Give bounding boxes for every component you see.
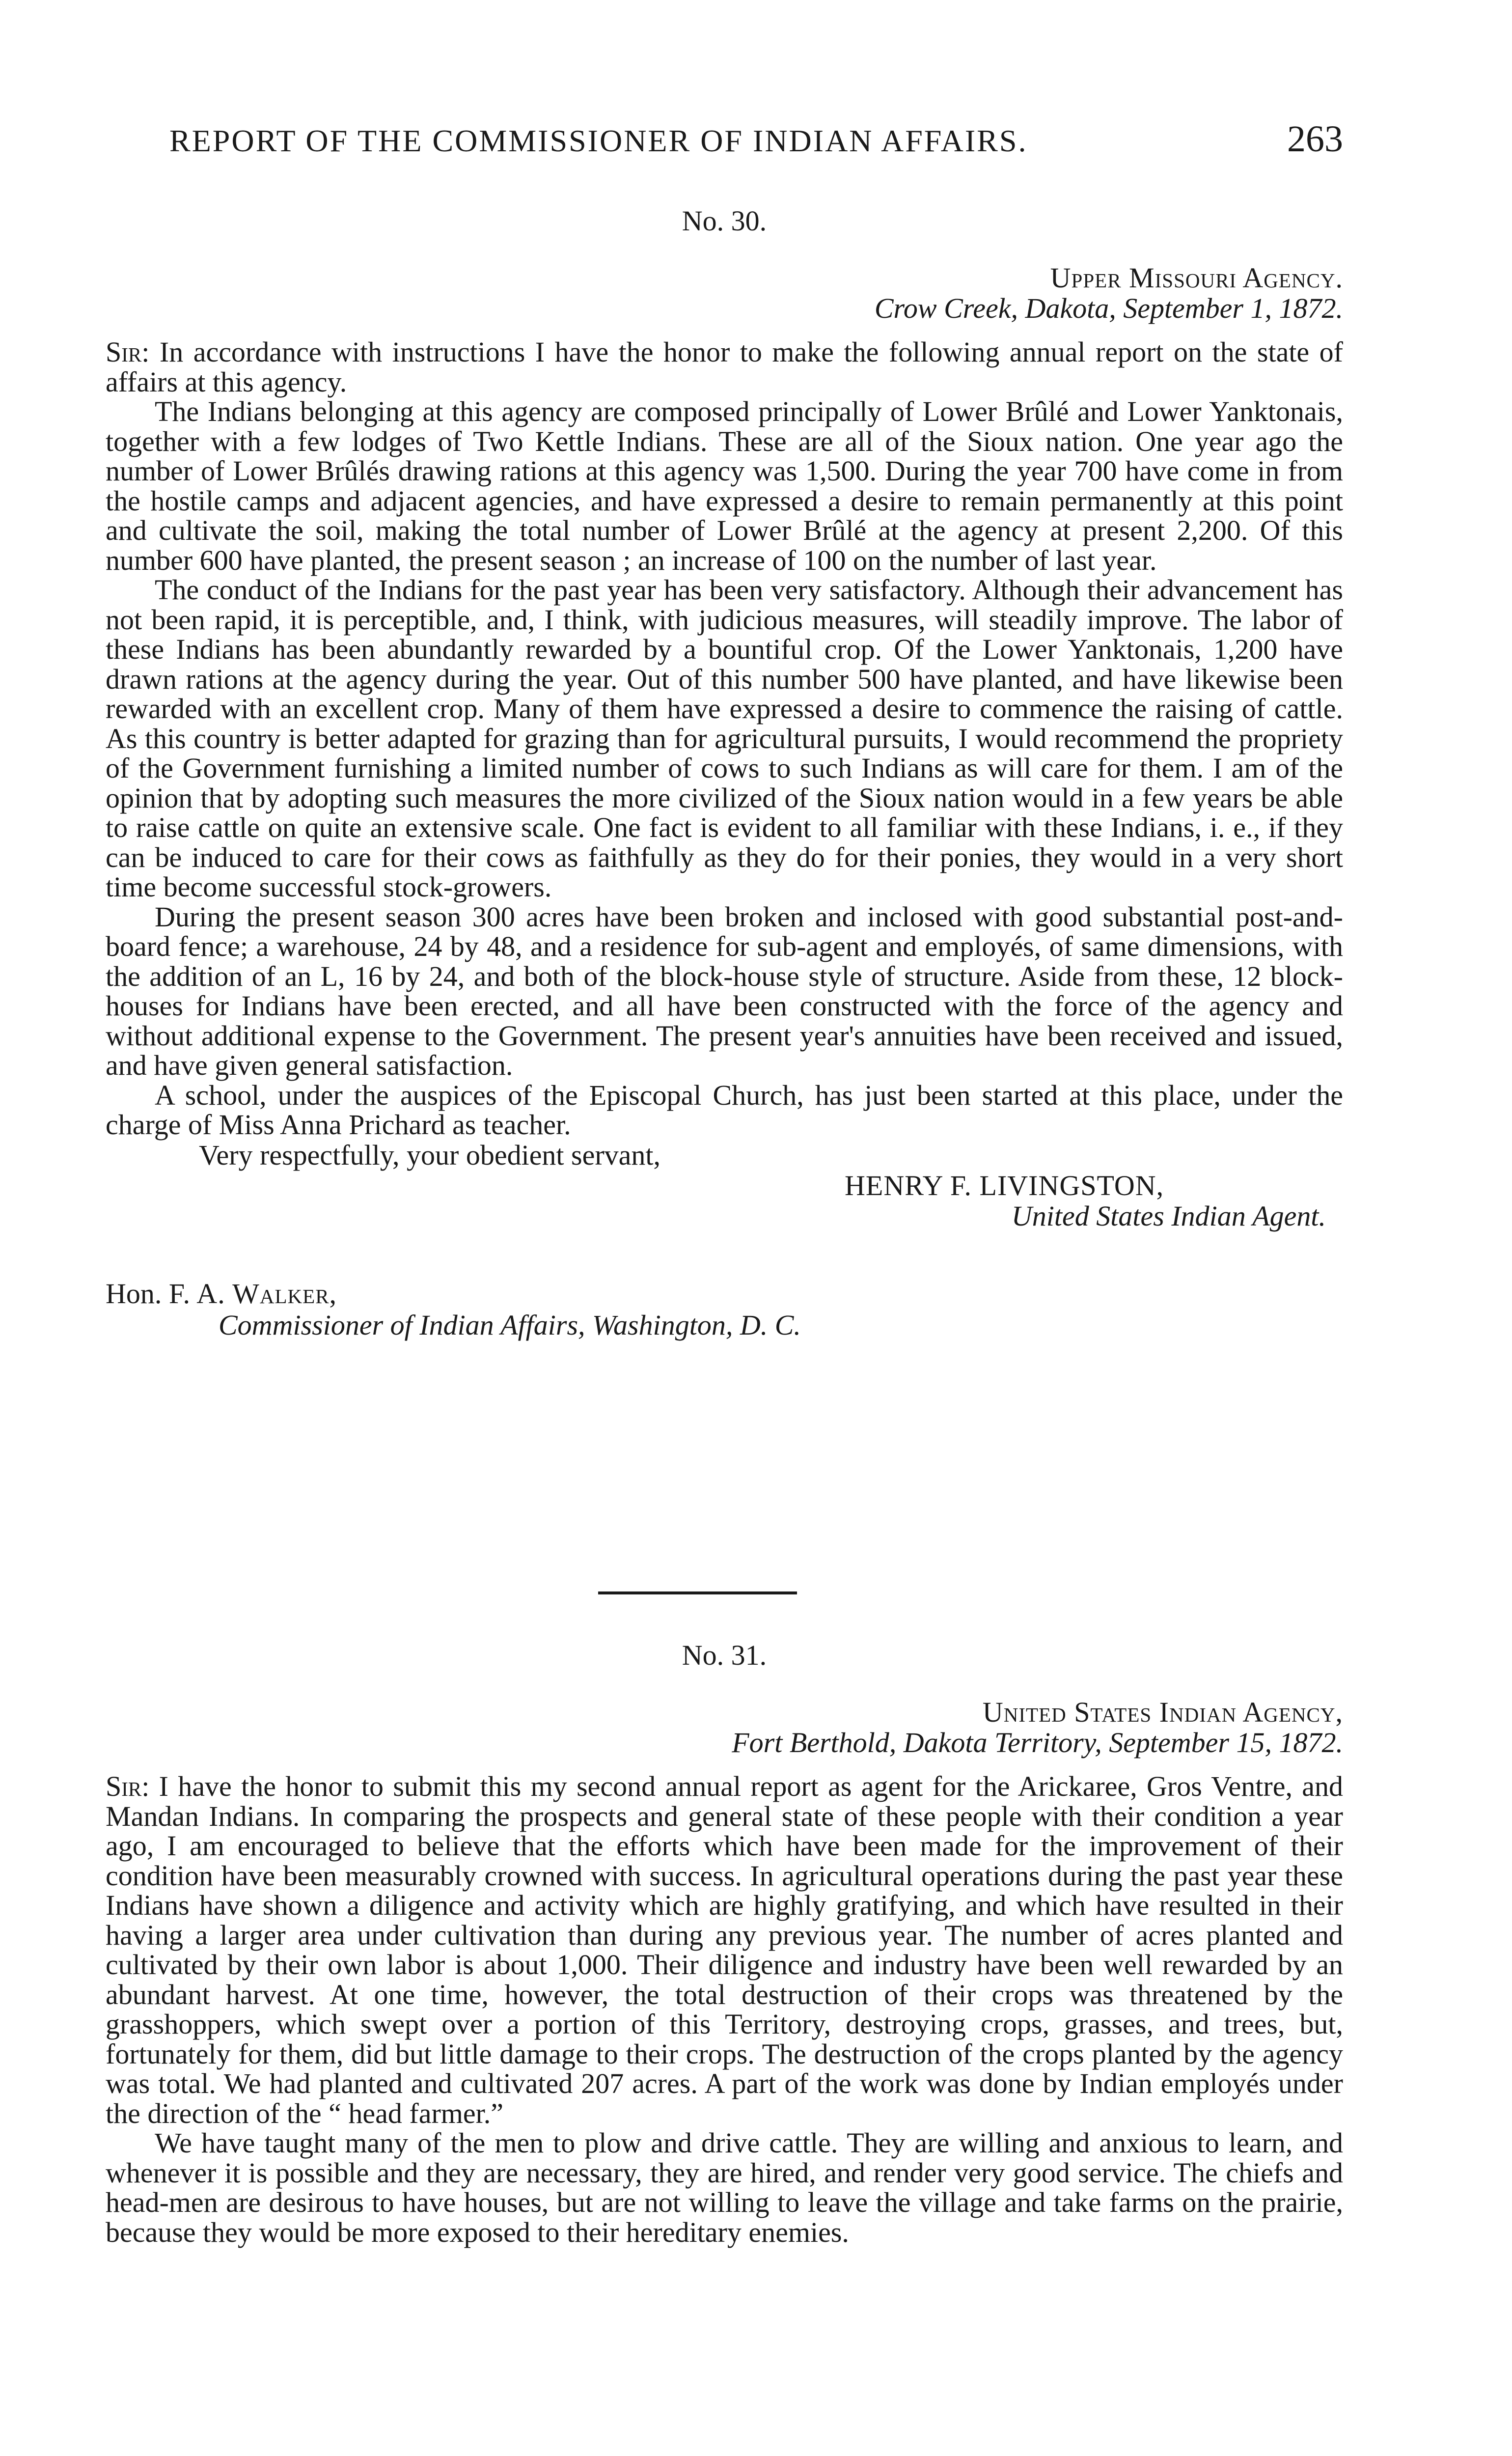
addressee	[106, 1278, 1343, 1310]
agency-name: Upper Missouri Agency.	[1050, 262, 1343, 294]
page-number: 263	[1287, 118, 1343, 160]
report-body	[106, 1772, 1343, 2247]
report-31	[106, 1636, 1343, 2247]
paragraph	[106, 337, 1343, 397]
paragraph-text: In accordance with instructions I have the honor to make the following annual report on the state of affairs at this agency.	[106, 336, 1343, 398]
addressee-name: F. A. Walker,	[168, 1277, 337, 1310]
running-head	[169, 118, 1343, 172]
place-date: Crow Creek, Dakota, September 1, 1872.	[874, 292, 1343, 324]
agency-name: United States Indian Agency,	[982, 1696, 1343, 1728]
paragraph: The conduct of the Indians for the past year has been very satisfactory. Although their advancement has not been rapid, it is perceptible, and, I think, with judicious measures, will steadily improve. The labor of these Indians has been abundantly rewarded by a bountiful crop. Of the Lower Yanktonais, 1,200 have drawn rations at the agency during the year. Out of this number 500 have planted, and have likewise been rewarded with an excellent crop. Many of them have expressed a desire to commence the raising of cattle. As this country is better adapted for grazing than for agricultural pursuits, I would recommend the propriety of the Government furnishing a limited number of cows to such Indians as will care for them. I am of the opinion that by adopting such measures the more civilized of the Sioux nation would in a few years be able to raise cattle on quite an extensive scale. One fact is evident to all familiar with these Indians, i. e., if they can be induced to care for their cows as faithfully as they do for their ponies, they would in a very short time become successful stock-growers.	[106, 574, 1343, 903]
report-body	[106, 337, 1343, 1341]
report-30	[106, 201, 1343, 1341]
salutation: Sir:	[106, 1770, 150, 1802]
section-divider	[598, 1591, 797, 1594]
signer-title: United States Indian Agent.	[1011, 1200, 1326, 1232]
paragraph: The Indians belonging at this agency are composed principally of Lower Brûlé and Lower Yanktonais, together with a few lodges of Two Kettle Indians. These are all of the Sioux nation. One year ago the number of Lower Brûlés drawing rations at this agency was 1,500. During the year 700 have come in from the hostile camps and adjacent agencies, and have expressed a desire to remain permanently at this point and cultivate the soil, making the total number of Lower Brûlé at the agency at present 2,200. Of this number 600 have planted, the present season ; an increase of 100 on the number of last year.	[106, 395, 1343, 576]
paragraph: During the present season 300 acres have been broken and inclosed with good substantial post-and-board fence; a warehouse, 24 by 48, and a residence for sub-agent and employés, of same dimensions, with the addition of an L, 16 by 24, and both of the block-house style of structure. Aside from these, 12 block-houses for Indians have been erected, and all have been constructed with the force of the agency and without additional expense to the Government. The present year's annuities have been received and issued, and have given general satisfaction.	[106, 900, 1343, 1081]
addressee-office: Commissioner of Indian Affairs, Washington, D. C.	[219, 1309, 801, 1341]
paragraph: We have taught many of the men to plow and drive cattle. They are willing and anxious to learn, and whenever it is possible and they are necessary, they are hired, and render very good service. The chiefs and head-men are desirous to have houses, but are not willing to leave the village and take farms on the prairie, because they would be more exposed to their hereditary enemies.	[106, 2127, 1343, 2248]
report-number: No. 31.	[682, 1639, 767, 1671]
addressee-prefix: Hon.	[106, 1277, 162, 1310]
signer-name: HENRY F. LIVINGSTON,	[845, 1169, 1164, 1201]
paragraph: A school, under the auspices of the Episcopal Church, has just been started at this place, under the charge of Miss Anna Prichard as teacher.	[106, 1079, 1343, 1141]
salutation: Sir:	[106, 336, 150, 368]
paragraph	[106, 1772, 1343, 2128]
running-title: REPORT OF THE COMMISSIONER OF INDIAN AFFAIRS.	[169, 123, 1028, 158]
closing: Very respectfully, your obedient servant,	[199, 1139, 661, 1171]
report-number: No. 30.	[682, 205, 767, 237]
paragraph-text: I have the honor to submit this my second annual report as agent for the Arickaree, Gros Ventre, and Mandan Indians. In comparing the prospects and general state of these people with their condition a year ago, I am encouraged to believe that the efforts which have been made for the improvement of their condition have been measurably crowned with success. In agricultural operations during the past year these Indians have shown a diligence and activity which are highly gratifying, and which have resulted in their having a larger area under cultivation than during any previous year. The number of acres planted and cultivated by their own labor is about 1,000. Their diligence and industry have been well rewarded by an abundant harvest. At one time, however, the total destruction of their crops was threatened by the grasshoppers, which swept over a portion of this Territory, destroying crops, grasses, and trees, but, fortunately for them, did but little damage to their crops. The destruction of the crops planted by the agency was total. We had planted and cultivated 207 acres. A part of the work was done by Indian employés under the direction of the “ head farmer.”	[106, 1770, 1343, 2129]
place-date: Fort Berthold, Dakota Territory, September 15, 1872.	[732, 1727, 1343, 1758]
